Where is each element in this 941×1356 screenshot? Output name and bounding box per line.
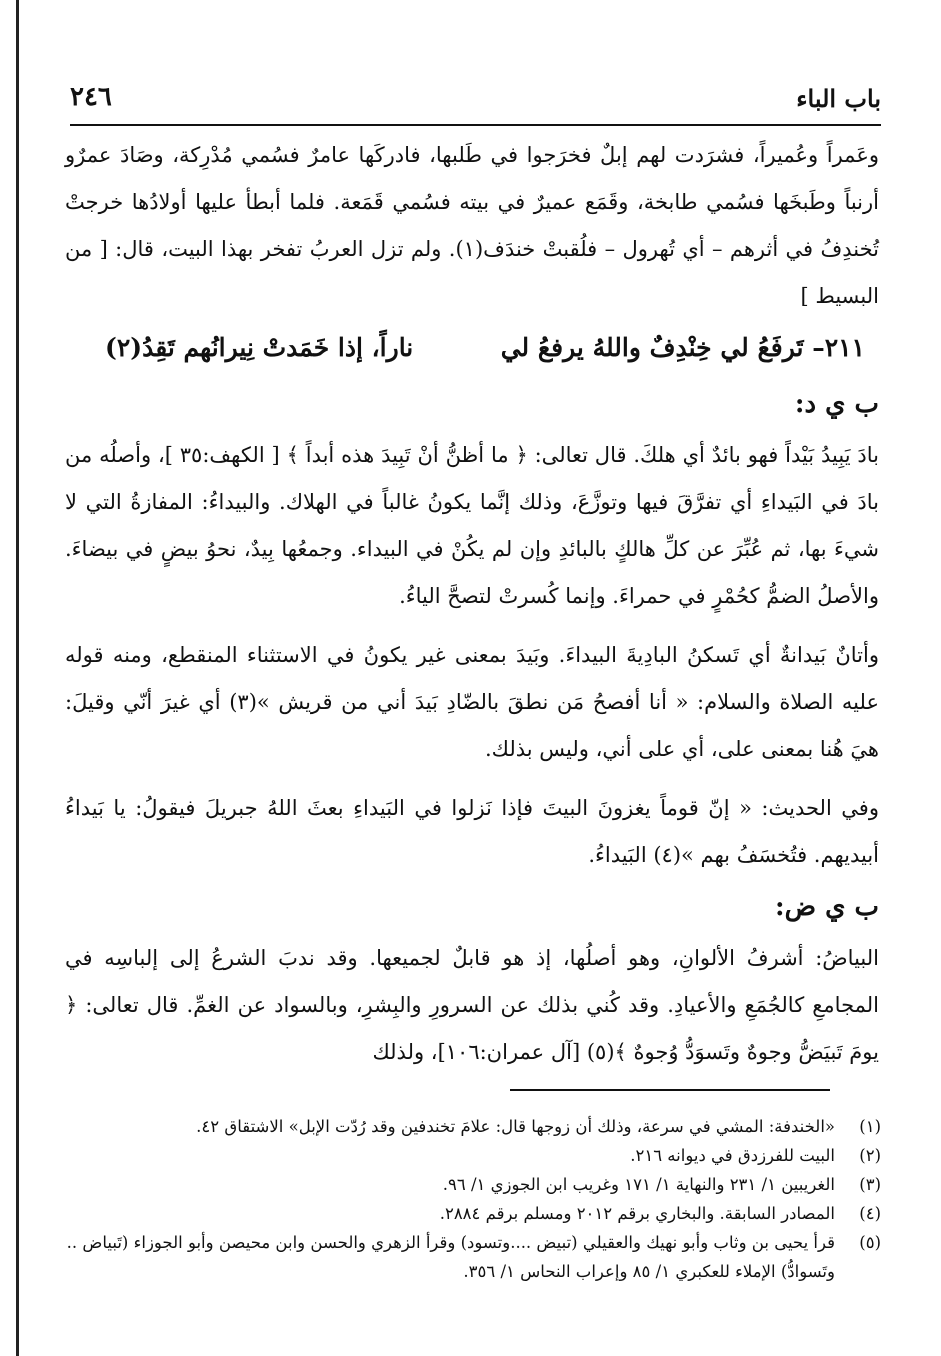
footnote-number: (٥): [859, 1233, 881, 1252]
paragraph: [65, 935, 879, 1076]
footnotes: [65, 1112, 881, 1286]
text-line: وأتانٌ بَيدانةٌ أي تَسكنُ البادِيةَ البيداءَ. وبَيدَ بمعنى غير يكونُ في الاستثناء المنقطع،: [161, 643, 879, 667]
text-line: وعَمراً وعُميراً، فشرَدت لهم إبلٌ فخرَجوا في طَلبها، فادركَها عامرٌ فسُمي مُدْرِكة، وصَادَ: [119, 143, 879, 167]
footnote-text: المصادر السابقة. والبخاري برقم ٢٠١٢ ومسلم برقم ٢٨٨٤.: [439, 1204, 835, 1223]
paragraph: [65, 785, 879, 879]
chapter-title: باب الباء: [796, 84, 881, 113]
text-line: كُسرتْ لتصحَّ الياءُ.: [399, 584, 559, 608]
header-rule: [70, 124, 881, 126]
footnote: [65, 1228, 881, 1286]
text-line: بادَ يَبِيدُ بَيْداً فهو بائدٌ أي هلكَ. قال تعالى: ﴿ ما أظنُّ أنْ تَبِيدَ هذه أبداً ﴾: [286, 443, 879, 467]
footnote: [65, 1170, 881, 1199]
footnote-text: البيت للفرزدق في ديوانه ٢١٦.: [630, 1146, 835, 1165]
footnote-number: (٣): [859, 1175, 881, 1194]
text-line: تفخر بهذا البيت، قال: [ من البسيط ]: [65, 237, 879, 308]
main-text: [65, 132, 879, 1076]
verse-second-hemistich: ناراً، إذا خَمَدتْ نِيرانُهم تَقِدُ(٢): [105, 333, 414, 362]
text-line: الغمِّ. قال تعالى: ﴿ يومَ تَبيَضُّ وجوهٌ وتَسوَدُّ وُجوهٌ ﴾(٥) [آل عمران:١٠٦]، ولذلك: [65, 993, 879, 1064]
text-line: في البيداء. وجمعُها بِيدٌ، نحوُ بيضٍ في بيضاءَ. والأصلُ الضمُّ كحُمْرٍ في حمراءَ. وإنما: [65, 537, 879, 608]
footnote-number: (١): [859, 1117, 881, 1136]
text-line: البياضُ: أشرفُ الألوانِ، وهو أصلُها، إذ هو قابلٌ لجميعها. وقد ندبَ الشرعُ إلى: [169, 946, 879, 970]
verse-first-hemistich: ٢١١– تَرفَعُ لي خِنْدِفٌ واللهُ يرفعُ لي: [500, 333, 865, 362]
poem-verse: [65, 322, 879, 374]
footnote-number: (٢): [859, 1146, 881, 1165]
text-line: أنّي وقيلَ: هيَ هُنا بمعنى على، أي على أني، وليس بذلك.: [65, 690, 879, 761]
text-line: وفي الحديث: « إنّ قوماً يغزونَ البيتَ فإذا نَزلوا في البَيداءِ بعثَ اللهُ جبريلَ فيقولُ:: [135, 796, 879, 820]
footnote: [65, 1112, 881, 1141]
footnote-text: «الخندفة: المشي في سرعة، وذلك أن زوجها قال: علامَ تخندفين وقد رُدّت الإبل» الاشتقاق ٤٢.: [196, 1117, 835, 1136]
page-header: [70, 80, 881, 120]
text-line: ومنه قوله عليه الصلاة والسلام: « أنا أفصحُ مَن نطقَ بالضّادِ بَيدَ أني من قريش »(٣) أي غيرَ: [65, 643, 879, 714]
page-edge-line: [16, 0, 19, 1356]
section-heading: ب ي ض:: [775, 892, 879, 922]
text-line: يا بَيداءُ أبيديهم. فتُخسَفُ بهم »(٤) البَيداءُ.: [65, 796, 879, 867]
paragraph: [65, 632, 879, 773]
text-line: في الهلاك. والبيداءُ: المفازةُ التي لا شيءَ بها، ثم عُبِّرَ عن كلِّ هالكٍ بالبائدِ وإن لم يكُنْ: [65, 490, 879, 561]
text-line: إلباسِه في المجامعِ كالجُمَعِ والأعيادِ. وقد كُني بذلك عن السرورِ والبِشرِ، وبالسواد عن: [65, 946, 879, 1017]
text-line: [ الكهف:٣٥ ]، وأصلُه من بادَ في البَيداءِ أي تفرَّقَ فيها وتوزَّعَ، وذلك إنَّما يكونُ غالباً: [65, 443, 879, 514]
footnote-rule: [510, 1089, 830, 1091]
text-line: عمرٌو أرنباً وطَبخَها فسُمي طابخة، وقَمَع عميرٌ في بيته فسُمي قَمَعة. فلما أبطأ عليها: [65, 143, 879, 214]
text-line: أولادُها خرجتْ تُخندِفُ في أثرهم – أي تُهرول – فلُقبتْ خندَف(١). ولم تزل العربُ: [65, 190, 879, 261]
footnote: [65, 1199, 881, 1228]
page-number: ٢٤٦: [70, 82, 112, 112]
section-heading: ب ي د:: [794, 389, 879, 419]
footnote: [65, 1141, 881, 1170]
footnote-text: الغريبين ١/ ٢٣١ والنهاية ١/ ١٧١ وغريب ابن الجوزي ١/ ٩٦.: [442, 1175, 835, 1194]
paragraph: [65, 132, 879, 320]
paragraph: [65, 432, 879, 620]
footnote-text: قرأ يحيى بن وثاب وأبو نهيك والعقيلي (تبيض ....وتسود) وقرأ الزهري والحسن وابن محيصن وأبو الجوزاء (تَبياض .. وتَسوادُّ) الإملاء للعكبري ١/ ٨٥ وإعراب النحاس ١/ ٣٥٦.: [66, 1233, 835, 1281]
footnote-number: (٤): [859, 1204, 881, 1223]
